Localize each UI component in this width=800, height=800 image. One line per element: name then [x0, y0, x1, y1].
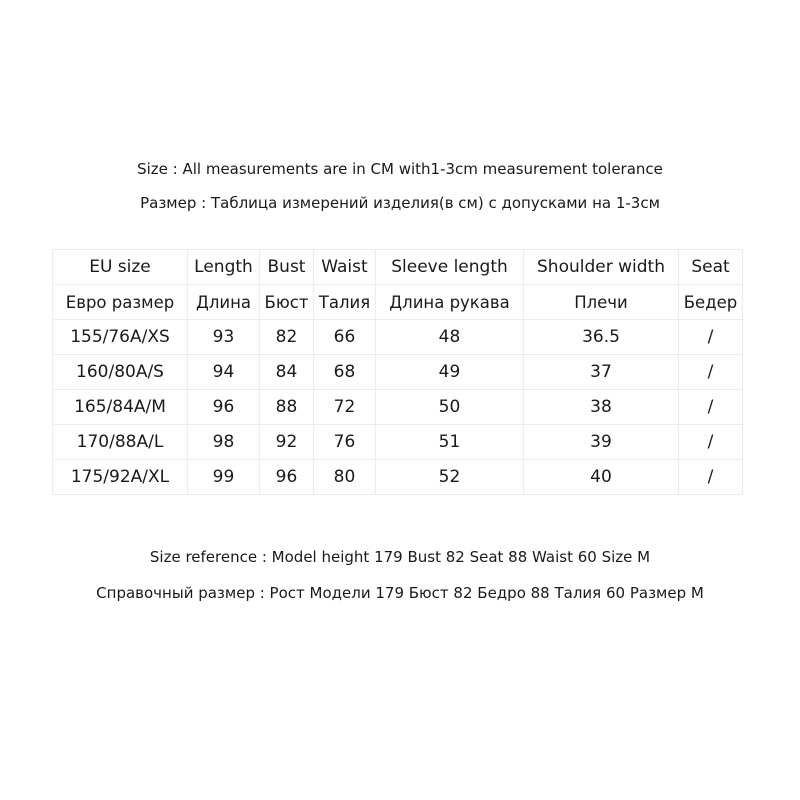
header-cell: Длина [188, 285, 260, 320]
table-cell: 175/92A/XL [53, 460, 188, 495]
table-cell: 51 [376, 425, 524, 460]
table-cell: 66 [314, 320, 376, 355]
table-row [53, 425, 743, 460]
table-cell: 96 [188, 390, 260, 425]
table-cell: 165/84A/M [53, 390, 188, 425]
table-cell: 88 [260, 390, 314, 425]
table-cell: 49 [376, 355, 524, 390]
table-cell: 76 [314, 425, 376, 460]
header-cell: Waist [314, 250, 376, 285]
table-row [53, 320, 743, 355]
table-cell: 99 [188, 460, 260, 495]
table-cell: 82 [260, 320, 314, 355]
table-cell: 72 [314, 390, 376, 425]
table-cell: / [679, 425, 743, 460]
table-cell: 38 [524, 390, 679, 425]
table-cell: / [679, 390, 743, 425]
size-reference-english: Size reference : Model height 179 Bust 82 Seat 88 Waist 60 Size M [149, 548, 651, 566]
size-caption-russian: Размер : Таблица измерений изделия(в см) с допусками на 1-3см [140, 194, 660, 212]
table-cell: 68 [314, 355, 376, 390]
header-cell: Талия [314, 285, 376, 320]
header-cell: Length [188, 250, 260, 285]
header-row-english [53, 250, 743, 285]
table-cell: / [679, 460, 743, 495]
table-cell: 84 [260, 355, 314, 390]
header-cell: Bust [260, 250, 314, 285]
size-chart-table [52, 249, 743, 495]
table-cell: 50 [376, 390, 524, 425]
table-cell: 92 [260, 425, 314, 460]
size-reference-russian: Справочный размер : Рост Модели 179 Бюст 82 Бедро 88 Талия 60 Размер M [96, 584, 704, 602]
header-cell: Seat [679, 250, 743, 285]
header-row-russian [53, 285, 743, 320]
header-cell: Бедер [679, 285, 743, 320]
header-cell: EU size [53, 250, 188, 285]
table-cell: / [679, 355, 743, 390]
table-cell: 155/76A/XS [53, 320, 188, 355]
header-cell: Shoulder width [524, 250, 679, 285]
table-row [53, 355, 743, 390]
table-cell: 39 [524, 425, 679, 460]
table-cell: 170/88A/L [53, 425, 188, 460]
header-cell: Бюст [260, 285, 314, 320]
table-cell: 94 [188, 355, 260, 390]
header-cell: Евро размер [53, 285, 188, 320]
table-cell: 93 [188, 320, 260, 355]
table-cell: / [679, 320, 743, 355]
table-cell: 52 [376, 460, 524, 495]
table-cell: 160/80A/S [53, 355, 188, 390]
header-cell: Sleeve length [376, 250, 524, 285]
table-cell: 96 [260, 460, 314, 495]
size-caption-english: Size : All measurements are in CM with1-3cm measurement tolerance [137, 160, 663, 178]
table-cell: 48 [376, 320, 524, 355]
table-cell: 36.5 [524, 320, 679, 355]
table-cell: 80 [314, 460, 376, 495]
header-cell: Длина рукава [376, 285, 524, 320]
table-cell: 37 [524, 355, 679, 390]
table-cell: 98 [188, 425, 260, 460]
table-row [53, 390, 743, 425]
table-cell: 40 [524, 460, 679, 495]
header-cell: Плечи [524, 285, 679, 320]
table-row [53, 460, 743, 495]
